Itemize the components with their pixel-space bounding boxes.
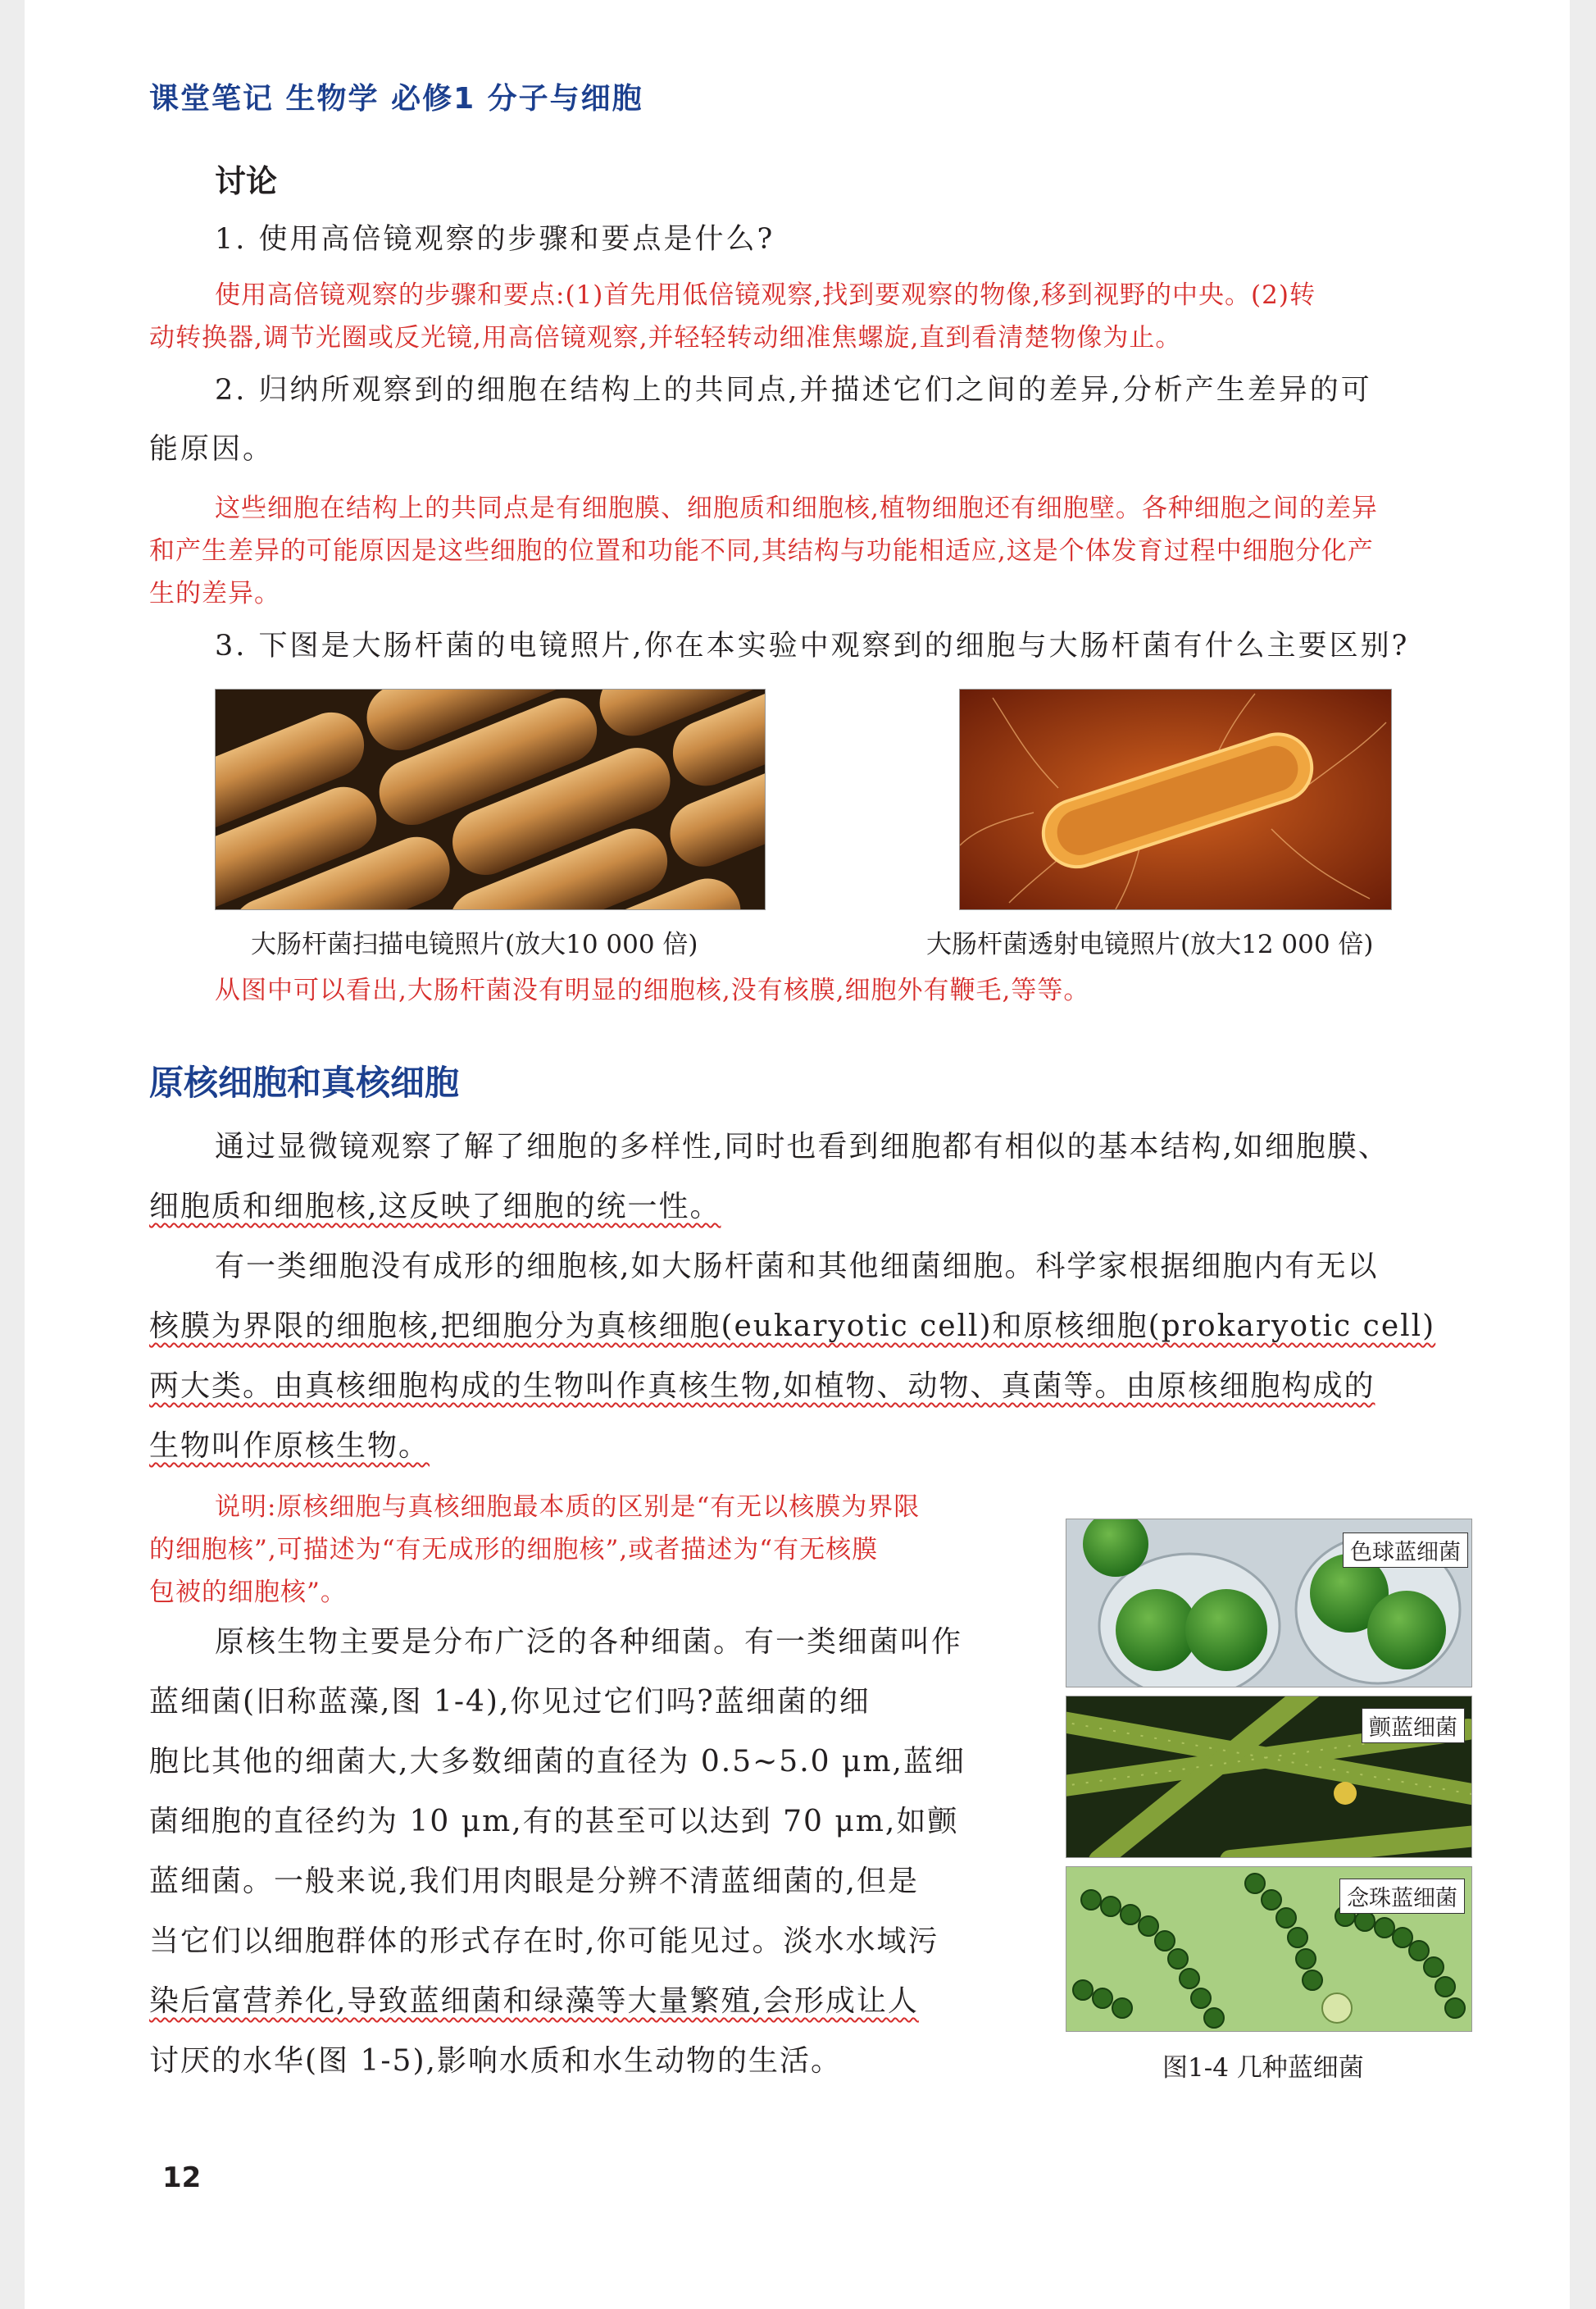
nostoc-photo [1066, 1866, 1472, 2032]
paragraph-1 [149, 1117, 1518, 1236]
figure-1-4-caption: 图1-4 几种蓝细菌 [1162, 2053, 1364, 2083]
answer-1 [149, 274, 1510, 359]
sem-caption: 大肠杆菌扫描电镜照片(放大10 000 倍) [251, 930, 698, 959]
paragraph-3-line-4: 菌细胞的直径约为 10 μm,有的甚至可以达到 70 μm,如颤 [149, 1805, 959, 1838]
label-chroococcus: 色球蓝细菌 [1343, 1533, 1468, 1568]
note-box [149, 1486, 1043, 1614]
label-oscillatoria: 颤蓝细菌 [1362, 1708, 1465, 1743]
answer-3: 从图中可以看出,大肠杆菌没有明显的细胞核,没有核膜,细胞外有鞭毛,等等。 [215, 976, 1090, 1005]
paragraph-2-line-1: 有一类细胞没有成形的细胞核,如大肠杆菌和其他细菌细胞。科学家根据细胞内有无以 [215, 1250, 1379, 1283]
answer-2 [149, 487, 1518, 615]
paragraph-3-line-2: 蓝细菌(旧称蓝藻,图 1-4),你见过它们吗?蓝细菌的细 [149, 1685, 871, 1719]
paragraph-3-line-3: 胞比其他的细菌大,大多数细菌的直径为 0.5~5.0 μm,蓝细 [149, 1745, 966, 1778]
paragraph-3-line-7: 染后富营养化,导致蓝细菌和绿藻等大量繁殖,会形成让人 [149, 1984, 919, 2018]
oscillatoria-photo [1066, 1696, 1472, 1858]
tem-caption: 大肠杆菌透射电镜照片(放大12 000 倍) [926, 930, 1374, 959]
question-2-line-2: 能原因。 [149, 433, 275, 466]
answer-2-line-3: 生的差异。 [149, 579, 280, 608]
paragraph-3-line-5: 蓝细菌。一般来说,我们用肉眼是分辨不清蓝细菌的,但是 [149, 1865, 919, 1898]
paragraph-1-line-2: 细胞质和细胞核,这反映了细胞的统一性。 [149, 1190, 721, 1223]
note-line-3: 包被的细胞核”。 [149, 1578, 347, 1607]
question-3: 3. 下图是大肠杆菌的电镜照片,你在本实验中观察到的细胞与大肠杆菌有什么主要区别? [215, 630, 1410, 663]
paragraph-3-line-8: 讨厌的水华(图 1-5),影响水质和水生动物的生活。 [149, 2044, 842, 2078]
textbook-page [25, 0, 1570, 2309]
paragraph-2 [149, 1236, 1518, 1476]
note-line-2: 的细胞核”,可描述为“有无成形的细胞核”,或者描述为“有无核膜 [149, 1535, 879, 1564]
page-number: 12 [162, 2161, 202, 2194]
answer-1-line-2: 动转换器,调节光圈或反光镜,用高倍镜观察,并轻轻转动细准焦螺旋,直到看清楚物像为止。 [149, 323, 1182, 353]
ecoli-sem-photo [215, 689, 766, 910]
discussion-title: 讨论 [215, 163, 278, 199]
paragraph-2-line-2: 核膜为界限的细胞核,把细胞分为真核细胞(eukaryotic cell)和原核细胞(prokaryotic cell) [149, 1309, 1436, 1343]
question-2 [149, 361, 1518, 479]
question-2-line-1: 2. 归纳所观察到的细胞在结构上的共同点,并描述它们之间的差异,分析产生差异的可 [215, 374, 1372, 407]
answer-1-line-1: 使用高倍镜观察的步骤和要点:(1)首先用低倍镜观察,找到要观察的物像,移到视野的中央。(2)转 [215, 280, 1316, 310]
section-title: 原核细胞和真核细胞 [149, 1063, 460, 1103]
running-header: 课堂笔记 生物学 必修1 分子与细胞 [149, 82, 643, 116]
ecoli-tem-photo [959, 689, 1392, 910]
paragraph-2-line-4: 生物叫作原核生物。 [149, 1429, 430, 1463]
note-line-1: 说明:原核细胞与真核细胞最本质的区别是“有无以核膜为界限 [215, 1492, 921, 1522]
paragraph-1-line-1: 通过显微镜观察了解了细胞的多样性,同时也看到细胞都有相似的基本结构,如细胞膜、 [215, 1130, 1389, 1164]
answer-2-line-1: 这些细胞在结构上的共同点是有细胞膜、细胞质和细胞核,植物细胞还有细胞壁。各种细胞之间的差异 [215, 494, 1378, 523]
label-nostoc: 念珠蓝细菌 [1339, 1879, 1465, 1914]
paragraph-3-line-6: 当它们以细胞群体的形式存在时,你可能见过。淡水水域污 [149, 1924, 939, 1958]
paragraph-2-line-3: 两大类。由真核细胞构成的生物叫作真核生物,如植物、动物、真菌等。由原核细胞构成的 [149, 1369, 1375, 1403]
chroococcus-photo [1066, 1519, 1472, 1687]
answer-2-line-2: 和产生差异的可能原因是这些细胞的位置和功能不同,其结构与功能相适应,这是个体发育过程中细胞分化产 [149, 536, 1374, 566]
paragraph-3 [149, 1612, 1051, 2091]
paragraph-3-line-1: 原核生物主要是分布广泛的各种细菌。有一类细菌叫作 [215, 1625, 963, 1659]
question-1: 1. 使用高倍镜观察的步骤和要点是什么? [215, 223, 775, 256]
